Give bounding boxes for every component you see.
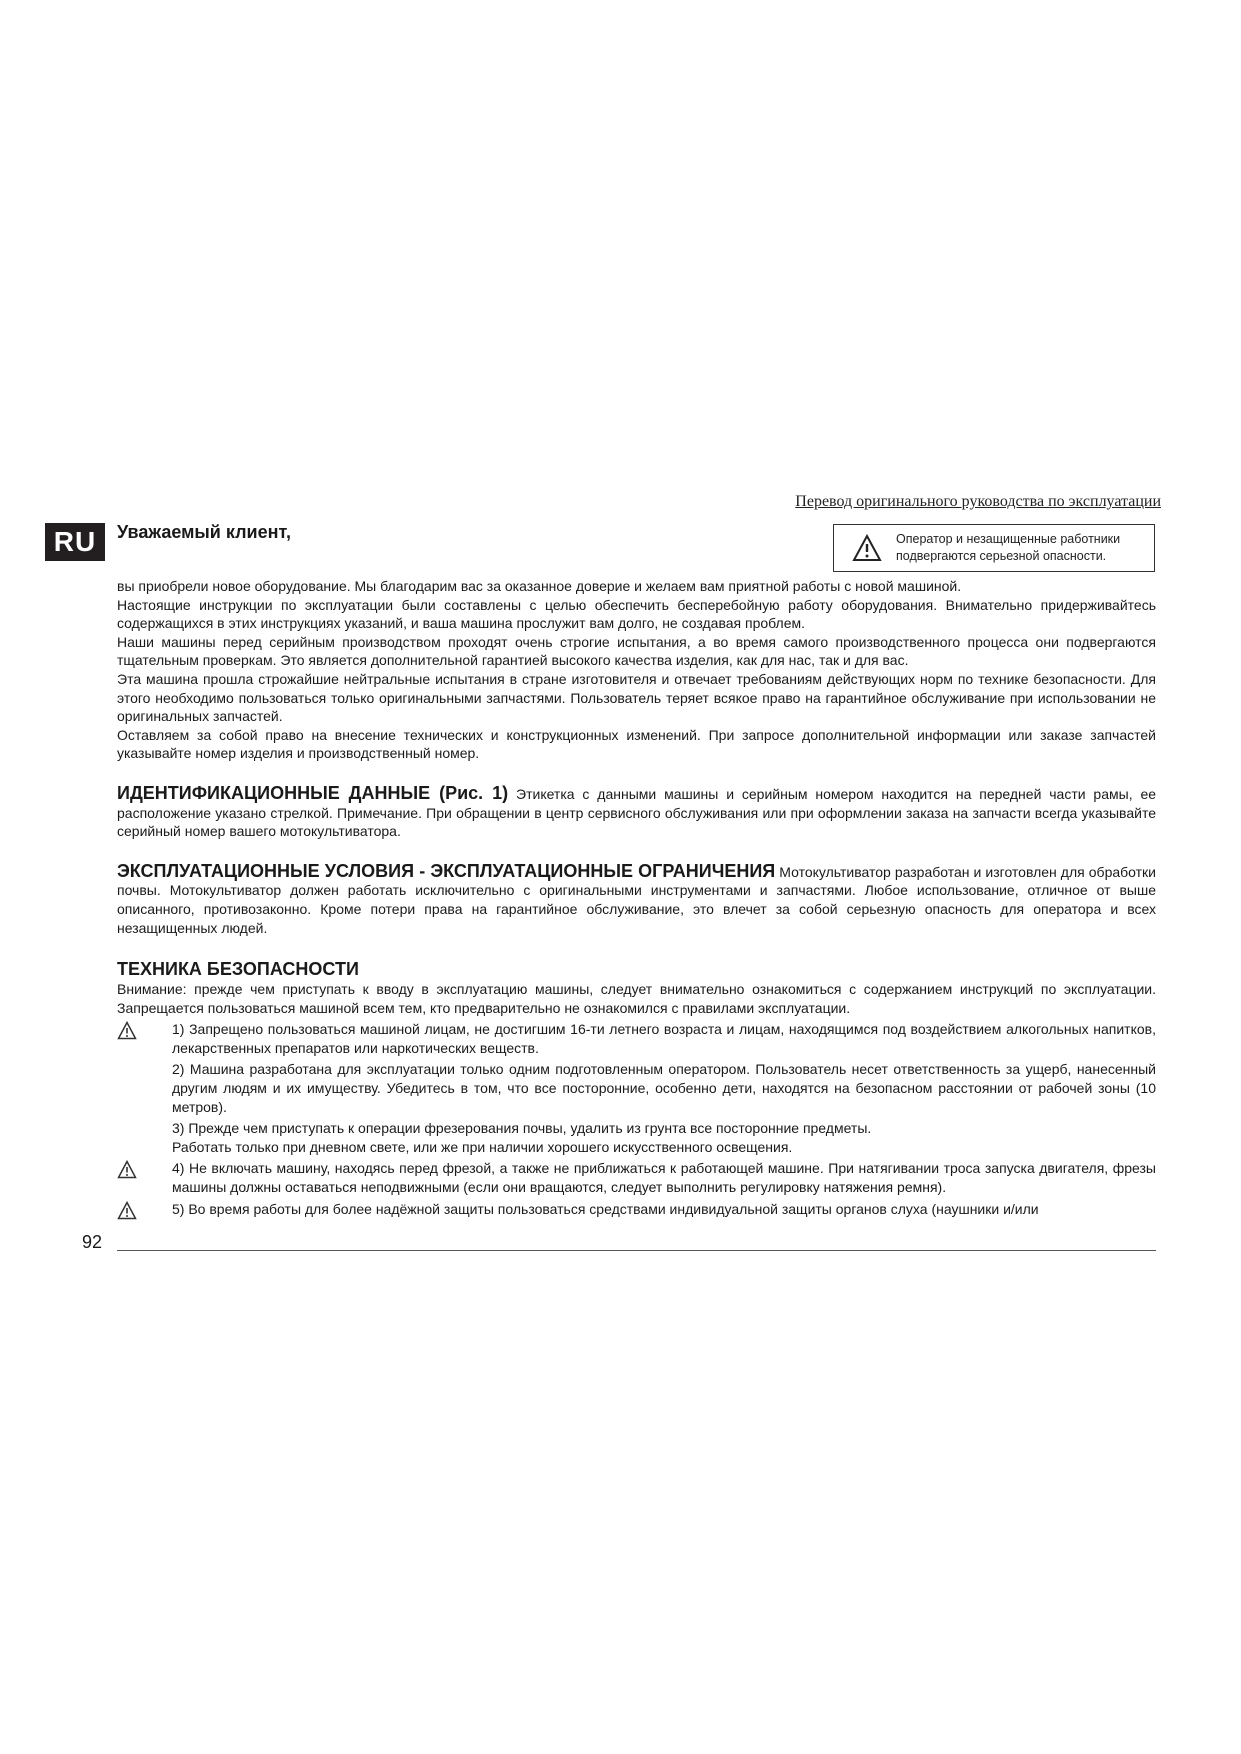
warning-triangle-icon <box>117 1201 137 1220</box>
warning-text <box>896 531 1120 565</box>
warning-triangle-icon <box>117 1021 137 1040</box>
greeting-heading: Уважаемый клиент, <box>117 522 291 542</box>
warning-box <box>833 524 1155 572</box>
safety-rule-2 <box>117 1060 1156 1116</box>
safety-rule-text: 3) Прежде чем приступать к операции фрезерования почвы, удалить из грунта все посторонние предметы. <box>172 1120 872 1137</box>
warning-line-1: Оператор и незащищенные работники <box>896 532 1121 546</box>
safety-rule-text: 1) Запрещено пользоваться машиной лицам, не достигшим 16-ти летнего возраста и лицам, находящимся под воздействием алкогольных напитков, лекарственных препаратов или наркотических веществ. <box>172 1021 1156 1056</box>
safety-rule-text: Работать только при дневном свете, или же при наличии хорошего искусственного освещения. <box>172 1138 793 1155</box>
identification-section <box>117 784 1156 841</box>
page-number: 92 <box>82 1232 103 1252</box>
language-badge: RU <box>45 523 105 561</box>
identification-heading: ИДЕНТИФИКАЦИОННЫЕ ДАННЫЕ (Рис. 1) <box>117 782 509 803</box>
intro-section <box>117 577 1156 763</box>
safety-rule-text: 2) Машина разработана для эксплуатации только одним подготовленным оператором. Пользователь несет ответственность за ущерб, нанесенный другим людям и их имуществу. Убедитесь в том, что все посторонние, особенно дети, находятся на безопасном расстоянии от рабочей зоны (10 метров). <box>172 1061 1156 1115</box>
intro-paragraph: Эта машина прошла строжайшие нейтральные испытания в стране изготовителя и отвечает требованиям действующих норм по технике безопасности. Для этого необходимо пользоваться только оригинальными запчастями. Пользователь теряет всякое право на гарантийное обслуживание при использовании не оригинальных запчастей. <box>117 670 1156 725</box>
safety-heading: ТЕХНИКА БЕЗОПАСНОСТИ <box>117 959 359 980</box>
warning-line-2: подвергаются серьезной опасности. <box>896 549 1107 563</box>
conditions-section <box>117 862 1156 937</box>
document-title: Перевод оригинального руководства по эксплуатации <box>795 493 1161 510</box>
page-content <box>117 577 1156 1218</box>
intro-paragraph: Оставляем за собой право на внесение технических и конструкционных изменений. При запросе дополнительной информации или заказе запчастей указывайте номер изделия и производственный номер. <box>117 726 1156 762</box>
safety-rule-1 <box>117 1020 1156 1057</box>
safety-rule-3b <box>117 1138 1156 1157</box>
safety-rule-text: 4) Не включать машину, находясь перед фрезой, а также не приближаться к работающей машине. При натягивании троса запуска двигателя, фрезы машины должны оставаться неподвижными (если они вращаются, следует выполнить регулировку натяжения ремня). <box>172 1160 1156 1196</box>
intro-paragraph: Наши машины перед серийным производством проходят очень строгие испытания, а во время самого производственного процесса они подвергаются тщательным проверкам. Это является дополнительной гарантией высокого качества изделия, как для нас, так и для вас. <box>117 633 1156 669</box>
safety-rule-4 <box>117 1159 1156 1196</box>
intro-paragraph: вы приобрели новое оборудование. Мы благодарим вас за оказанное доверие и желаем вам приятной работы с новой машиной. <box>117 578 962 594</box>
safety-rule-3 <box>117 1119 1156 1138</box>
identification-text: Этикетка с данными машины и серийным номером находится на передней части рамы, ее расположение указано стрелкой. Примечание. При обращении в центр сервисного обслуживания или при оформлении заказа на запчасти всегда указывайте серийный номер вашего мотокультиватора. <box>117 785 1157 840</box>
footer-divider <box>117 1250 1156 1251</box>
conditions-heading: ЭКСПЛУАТАЦИОННЫЕ УСЛОВИЯ - ЭКСПЛУАТАЦИОННЫЕ ОГРАНИЧЕНИЯ <box>117 860 776 881</box>
conditions-text: Мотокультиватор разработан и изготовлен для обработки почвы. Мотокультиватор должен работать исключительно с оригинальными инструментами и запчастями. Любое использование, отличное от выше описанного, противозаконно. Кроме потери права на гарантийное обслуживание, это влечет за собой серьезную опасность для оператора и всех незащищенных людей. <box>117 863 1156 936</box>
warning-triangle-icon <box>117 1160 137 1179</box>
safety-intro: Внимание: прежде чем приступать к вводу в эксплуатацию машины, следует внимательно ознакомиться с содержанием инструкций по эксплуатации. Запрещается пользоваться машиной всем тем, кто предварительно не ознакомился с правилами эксплуатации. <box>117 981 1156 1016</box>
intro-paragraph: Настоящие инструкции по эксплуатации были составлены с целью обеспечить бесперебойную работу оборудования. Внимательно придерживайтесь содержащихся в этих инструкциях указаний, и ваша машина прослужит вам долго, не создавая проблем. <box>117 596 1156 632</box>
safety-section <box>117 958 1156 1218</box>
warning-triangle-icon <box>852 534 882 562</box>
safety-rule-text: 5) Во время работы для более надёжной защиты пользоваться средствами индивидуальной защиты органов слуха (наушники и/или <box>172 1200 1039 1217</box>
safety-rule-5 <box>117 1200 1156 1219</box>
